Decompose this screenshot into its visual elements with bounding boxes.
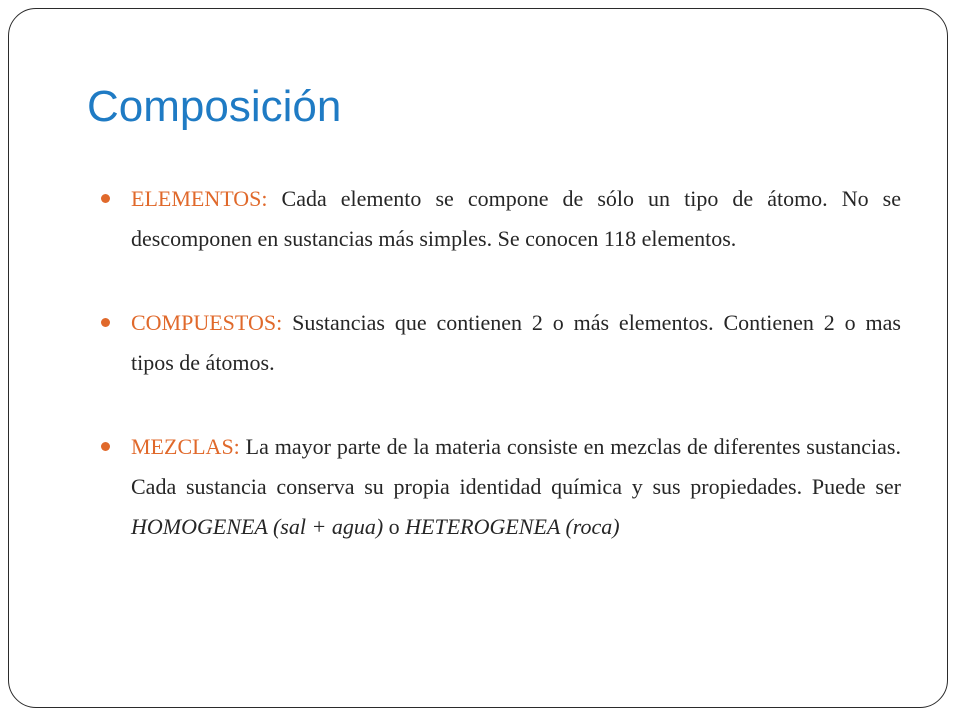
- bullet-dot-icon: [101, 442, 110, 451]
- bullet-italic-heterogenea: HETEROGENEA (roca): [405, 514, 620, 539]
- bullet-text: Sustancias que contienen 2 o más elementos. Contienen 2 o mas tipos de átomos.: [131, 310, 901, 375]
- bullet-connector: o: [383, 514, 406, 539]
- bullet-item-elementos: [101, 179, 901, 259]
- bullet-term: MEZCLAS:: [131, 434, 240, 459]
- slide-frame: [8, 8, 948, 708]
- bullet-term: ELEMENTOS:: [131, 186, 268, 211]
- bullet-text: La mayor parte de la materia consiste en mezclas de diferentes sustancias. Cada sustancia conserva su propia identidad química y sus propiedades. Puede ser: [131, 434, 901, 499]
- bullet-text: Cada elemento se compone de sólo un tipo de átomo. No se descomponen en sustancias más simples. Se conocen 118 elementos.: [131, 186, 901, 251]
- bullet-dot-icon: [101, 318, 110, 327]
- bullet-list: [101, 179, 901, 591]
- bullet-item-mezclas: [101, 427, 901, 547]
- bullet-italic-homogenea: HOMOGENEA (sal + agua): [131, 514, 384, 539]
- bullet-dot-icon: [101, 194, 110, 203]
- bullet-term: COMPUESTOS:: [131, 310, 283, 335]
- bullet-item-compuestos: [101, 303, 901, 383]
- slide-title: Composición: [87, 82, 342, 131]
